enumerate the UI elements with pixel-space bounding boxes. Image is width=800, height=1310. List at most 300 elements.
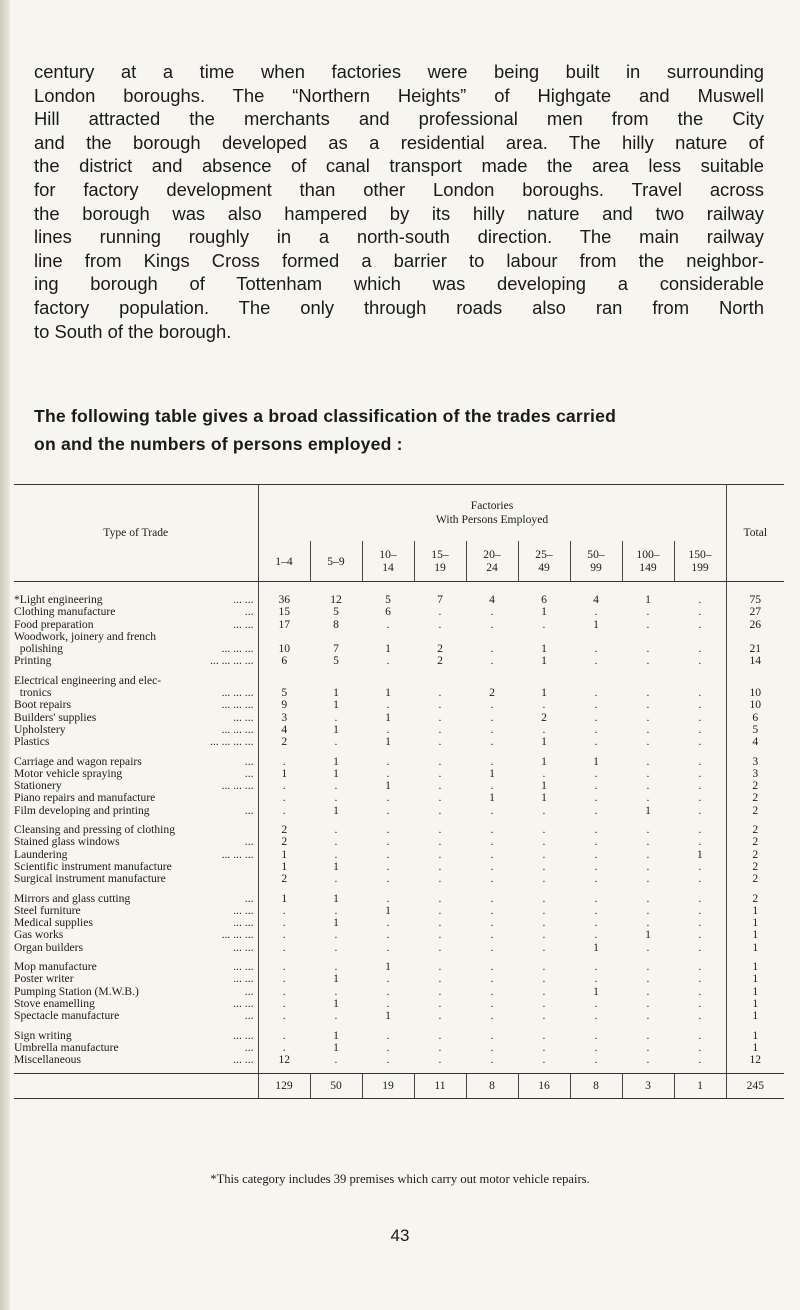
size-band-header-top: 20– [483,548,501,561]
count-cell: 1 [645,928,651,942]
spacer-cell [14,668,258,675]
spacer-cell [362,668,414,675]
column-total-cell: 50 [310,1074,362,1099]
count-cell: . [698,791,702,805]
row-total-cell: 1 [726,1030,784,1042]
count-cell: . [438,1040,442,1054]
count-cell: . [438,698,442,712]
leader-dots: ... [244,1041,254,1054]
count-cell: . [698,803,702,817]
row-total-cell: 3 [726,768,784,780]
count-cell: . [698,916,702,930]
count-cell: . [438,791,442,805]
count-cell: . [438,1053,442,1067]
count-cell: . [258,780,310,792]
page-left-edge [0,0,10,1310]
leader-dots: ... [244,892,254,905]
spacer-cell [310,668,362,675]
count-cell: . [698,654,702,668]
count-cell: . [490,754,494,768]
trade-name: Gas works [14,929,64,942]
leader-dots: ... ... ... [221,687,254,700]
count-cell: . [438,859,442,873]
count-cell: . [542,859,546,873]
count-cell: . [594,791,598,805]
count-cell: . [490,835,494,849]
trade-name: Poster writer [14,973,74,986]
spacer-cell [726,668,784,675]
size-band-header-top: 1–4 [275,554,293,568]
size-band-header-bottom: 49 [538,561,550,574]
count-cell: 7 [437,593,443,606]
count-cell: . [490,698,494,712]
spacer-cell [14,1023,258,1030]
count-cell: . [698,1009,702,1023]
trade-name: Spectacle manufacture [14,1010,120,1023]
column-total-cell: 8 [570,1074,622,1099]
count-cell: . [594,1040,598,1054]
row-total-cell: 1 [726,929,784,941]
count-cell: . [386,928,390,942]
size-band-header-bottom: 199 [691,561,709,574]
trade-name: Stained glass windows [14,836,120,849]
trade-name-cell [14,792,258,804]
count-cell: . [594,972,598,986]
count-cell: . [594,872,598,886]
row-total-cell: 2 [726,836,784,848]
spacer-cell [14,582,258,595]
factories-header-line2: With Persons Employed [435,513,549,526]
count-cell: . [334,960,338,974]
count-cell: . [646,791,650,805]
count-cell: . [386,1028,390,1042]
count-cell: . [542,972,546,986]
count-cell: . [698,735,702,749]
count-cell: . [386,916,390,930]
table-row [14,712,784,724]
row-total-cell: 1 [726,942,784,954]
spacer-cell [414,1066,466,1074]
count-cell: . [542,835,546,849]
trade-name-cell [14,893,258,905]
count-cell: . [594,1028,598,1042]
count-cell: . [542,823,546,837]
count-cell: . [594,859,598,873]
count-cell: . [334,791,338,805]
spacer-cell [466,1066,518,1074]
count-cell: . [438,891,442,905]
trade-name: Builders' supplies [14,711,97,724]
table-row [14,594,784,606]
count-cell: . [594,996,598,1010]
count-cell: . [594,735,598,749]
row-total-cell: 10 [726,699,784,711]
size-band-header-bottom: 24 [486,561,498,574]
table-row [14,1030,784,1042]
trade-name-cell [14,1010,258,1022]
count-cell: . [646,1053,650,1067]
size-band-header-top: 15– [431,548,449,561]
count-cell: . [490,891,494,905]
count-cell: . [594,1053,598,1067]
table-row [14,973,784,985]
count-cell: 7 [333,642,339,656]
trade-name: Laundering [14,848,68,861]
count-cell: . [698,928,702,942]
count-cell: 1 [541,791,547,805]
count-cell: . [698,1040,702,1054]
count-cell: . [490,605,494,619]
row-total-cell: 2 [726,893,784,905]
trade-name-cell [14,961,258,973]
trade-name-cell [14,631,258,643]
row-total-cell: 6 [726,712,784,724]
size-band-header-bottom: 19 [434,561,446,574]
count-cell: . [594,779,598,793]
count-cell: . [490,940,494,954]
count-cell: . [646,642,650,656]
count-cell: . [542,928,546,942]
table-row [14,917,784,929]
column-total-cell: 1 [674,1074,726,1099]
count-cell: . [386,617,390,631]
count-cell: 1 [333,698,339,712]
count-cell: 5 [385,593,391,606]
count-cell: . [698,972,702,986]
body-paragraph [34,60,764,343]
count-cell: . [334,1009,338,1023]
count-cell: . [490,916,494,930]
count-cell: . [334,984,338,998]
count-cell: 4 [258,724,310,736]
count-cell: . [386,996,390,1010]
row-total-cell: 1 [726,905,784,917]
count-cell: . [490,710,494,724]
group-spacer-row [14,582,784,595]
count-cell: . [438,872,442,886]
count-cell: . [698,940,702,954]
paragraph-line: line from Kings Cross formed a barrier to labour from the neighbor- [34,249,764,271]
count-cell: . [594,766,598,780]
count-cell: 1 [333,972,339,986]
count-cell: . [698,605,702,619]
table-row [14,736,784,748]
count-cell: 1 [541,654,547,668]
count-cell: 36 [258,594,310,606]
count-cell: . [258,986,310,998]
trade-name: Stove enamelling [14,997,95,1010]
count-cell: . [258,961,310,973]
count-cell: . [542,891,546,905]
trade-name-cell [14,1054,258,1066]
leader-dots: ... [244,804,254,817]
count-cell: . [438,972,442,986]
count-cell: . [542,722,546,736]
trade-name: Miscellaneous [14,1054,81,1067]
paragraph-line: the borough was also hampered by its hilly nature and two railway [34,202,764,224]
size-band-header [518,541,570,582]
count-cell: . [386,940,390,954]
count-cell: . [646,891,650,905]
count-cell: 8 [333,617,339,631]
row-total-cell: 2 [726,824,784,836]
count-cell: 5 [333,605,339,619]
trade-name-cell [14,756,258,768]
trade-name: Motor vehicle spraying [14,767,123,780]
leader-dots: ... ... [233,711,254,724]
count-cell: . [438,940,442,954]
count-cell: . [258,1010,310,1022]
spacer-cell [622,668,674,675]
count-cell: 1 [645,803,651,817]
trade-name: Scientific instrument manufacture [14,860,172,873]
count-cell: . [386,1040,390,1054]
table-row [14,849,784,861]
count-cell: . [594,710,598,724]
count-cell: 2 [258,736,310,748]
count-cell: 1 [593,754,599,768]
trade-name-cell [14,1042,258,1054]
spacer-cell [14,749,258,756]
count-cell: . [490,984,494,998]
total-header: Total [726,485,784,582]
count-cell: . [334,735,338,749]
spacer-cell [518,668,570,675]
group-spacer-row [14,817,784,824]
trade-name: Piano repairs and manufacture [14,792,156,805]
leader-dots: ... ... [233,997,254,1010]
spacer-cell [414,668,466,675]
count-cell: . [698,859,702,873]
count-cell: . [334,1053,338,1067]
count-cell: . [438,928,442,942]
row-total-cell: 3 [726,756,784,768]
count-cell: . [334,847,338,861]
count-cell: . [258,756,310,768]
table-row [14,631,784,643]
count-cell: 1 [258,893,310,905]
count-cell: . [646,710,650,724]
trade-name: Carriage and wagon repairs [14,755,142,768]
leader-dots: ... ... [233,1029,254,1042]
count-cell: . [542,1053,546,1067]
count-cell: . [438,605,442,619]
trade-name-cell [14,873,258,885]
row-total-cell: 1 [726,1010,784,1022]
count-cell: . [438,847,442,861]
column-total-cell: 129 [258,1074,310,1099]
row-total-cell: 1 [726,1042,784,1054]
row-total-cell: 2 [726,861,784,873]
count-cell: . [490,823,494,837]
row-total-cell: 2 [726,780,784,792]
count-cell: 1 [696,847,703,861]
paragraph-line: for factory development than other London boroughs. Travel across [34,178,764,200]
count-cell: . [438,996,442,1010]
count-cell: . [698,722,702,736]
count-cell: . [386,847,390,861]
count-cell: . [646,859,650,873]
count-cell: . [646,847,650,861]
count-cell: . [698,996,702,1010]
count-cell: . [490,847,494,861]
count-cell: . [386,766,390,780]
count-cell: . [542,698,546,712]
count-cell: 1 [258,768,310,780]
table-row [14,805,784,817]
spacer-cell [258,668,310,675]
count-cell: . [594,891,598,905]
count-cell: . [386,823,390,837]
count-cell: . [542,1040,546,1054]
count-cell: . [258,792,310,804]
count-cell: . [490,1028,494,1042]
trade-name: Boot repairs [14,699,71,712]
count-cell: 2 [258,824,310,836]
row-total-cell: 5 [726,724,784,736]
count-cell: 1 [333,1040,339,1054]
row-total-cell: 10 [726,687,784,699]
count-cell: 1 [593,984,599,998]
trade-name-cell [14,929,258,941]
count-cell: . [438,779,442,793]
count-cell: . [438,903,442,917]
count-cell: 1 [489,766,495,780]
count-cell: 1 [258,849,310,861]
count-cell: . [490,872,494,886]
count-cell: 1 [541,686,547,700]
count-cell: . [258,917,310,929]
paragraph-line: lines running roughly in a north-south direction. The main railway [34,226,764,248]
trade-name-cell [14,712,258,724]
trade-name-cell [14,836,258,848]
count-cell: . [258,942,310,954]
intro-line: The following table gives a broad classification of the trades carried [34,406,617,426]
leader-dots: ... ... ... [221,929,254,942]
leader-dots: ... ... ... ... [210,736,254,749]
count-cell: . [438,686,442,700]
trades-table [14,484,784,1099]
count-cell: . [646,698,650,712]
count-cell: . [594,916,598,930]
count-cell: . [334,928,338,942]
trade-name: Cleansing and pressing of clothing [14,824,175,837]
count-cell: . [646,766,650,780]
count-cell: . [438,803,442,817]
count-cell: . [646,903,650,917]
leader-dots: ... ... [233,961,254,974]
count-cell: . [698,710,702,724]
count-cell: . [542,903,546,917]
count-cell: . [698,593,702,606]
count-cell: 1 [333,722,339,736]
count-cell: 12 [258,1054,310,1066]
row-total-cell: 1 [726,986,784,998]
count-cell: . [698,779,702,793]
count-cell: . [542,960,546,974]
type-of-trade-header: Type of Trade [14,485,258,582]
row-total-cell: 1 [726,961,784,973]
count-cell: 2 [489,686,495,700]
count-cell: . [334,940,338,954]
leader-dots: ... ... [233,973,254,986]
totals-label-cell [14,1074,258,1099]
trade-name: Stationery [14,780,62,793]
count-cell: . [490,996,494,1010]
count-cell: . [490,735,494,749]
count-cell: . [490,1053,494,1067]
count-cell: . [438,766,442,780]
count-cell: . [438,710,442,724]
row-total-cell: 1 [726,973,784,985]
count-cell: 1 [593,940,599,954]
size-band-header [622,541,674,582]
spacer-cell [674,668,726,675]
count-cell: 3 [258,712,310,724]
count-cell: 5 [258,687,310,699]
trade-name: *Light engineering [14,594,103,606]
count-cell: . [646,617,650,631]
table-row [14,998,784,1010]
count-cell: 1 [333,766,339,780]
count-cell: 1 [333,859,339,873]
paragraph-line: to South of the borough. [34,320,232,342]
column-total-cell: 16 [518,1074,570,1099]
table-row [14,893,784,905]
page-number: 43 [390,1226,410,1245]
trade-name-cell [14,736,258,748]
count-cell: . [646,984,650,998]
size-band-header-top: 150– [688,548,712,561]
count-cell: . [490,1040,494,1054]
count-cell: . [698,835,702,849]
group-spacer-row [14,749,784,756]
row-total-cell: 26 [726,619,784,631]
count-cell: . [646,960,650,974]
count-cell: . [594,835,598,849]
count-cell: 1 [541,754,547,768]
trade-name-cell [14,861,258,873]
count-cell: . [698,686,702,700]
table-row [14,986,784,998]
size-band-header-top: 25– [535,548,553,561]
count-cell: . [258,1042,310,1054]
count-cell: . [438,823,442,837]
trade-name: Plastics [14,736,50,749]
count-cell: . [258,973,310,985]
paragraph-line: century at a time when factories were being built in surrounding [34,61,764,82]
count-cell: . [334,779,338,793]
count-cell: 6 [385,605,391,619]
count-cell: . [258,998,310,1010]
count-cell: . [542,1009,546,1023]
trade-name-cell [14,986,258,998]
row-total-cell: 1 [726,917,784,929]
table-row [14,1042,784,1054]
trade-name-cell [14,687,258,699]
trade-name: Organ builders [14,941,84,954]
table-row [14,873,784,885]
count-cell: 1 [333,754,339,768]
count-cell: 1 [385,686,391,700]
count-cell: . [698,1028,702,1042]
count-cell: 1 [333,996,339,1010]
count-cell: . [594,654,598,668]
count-cell: . [386,984,390,998]
count-cell: 5 [333,654,339,668]
count-cell: . [594,1009,598,1023]
count-cell: 1 [333,916,339,930]
